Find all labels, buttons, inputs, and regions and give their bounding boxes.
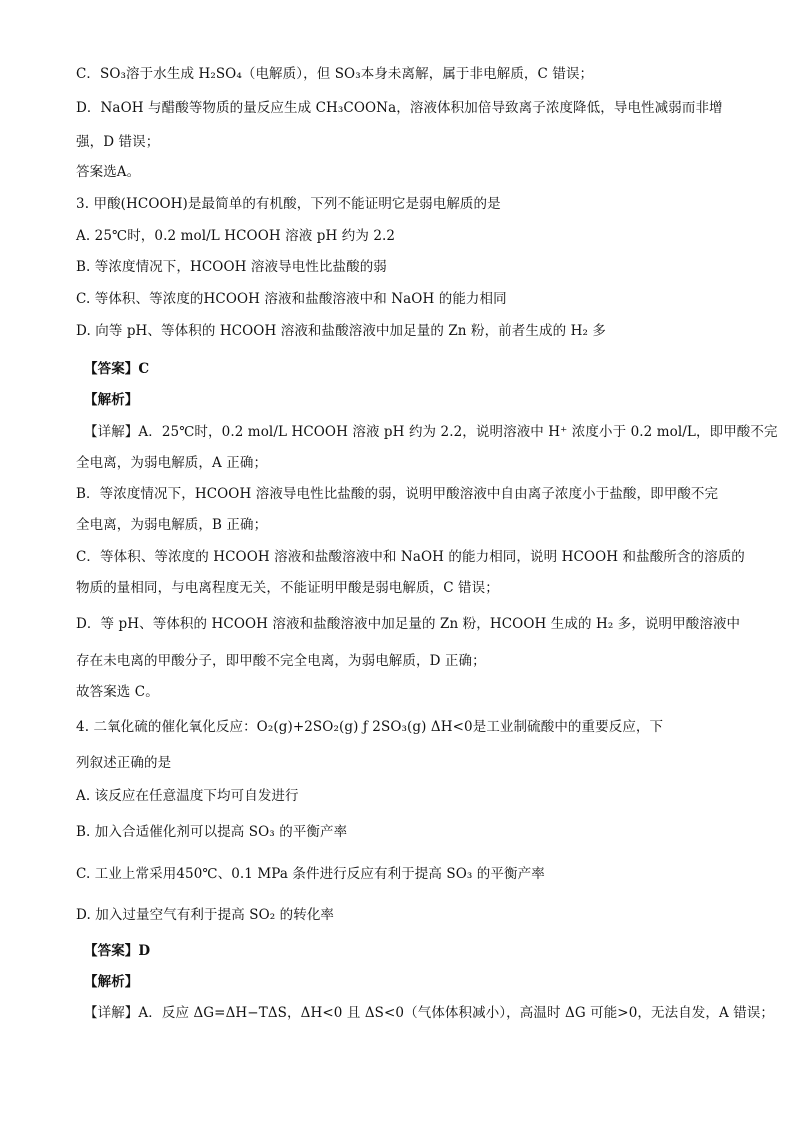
question-stem: 3. 甲酸(HCOOH)是最简单的有机酸，下列不能证明它是弱电解质的是 [76, 196, 501, 212]
question-stem: 4. 二氧化硫的催化氧化反应：O₂(g)+2SO₂(g) ƒ 2SO₃(g) ΔH<0是工业制硫酸中的重要反应，下 [76, 719, 664, 735]
option-a: A. 25℃时，0.2 mol/L HCOOH 溶液 pH 约为 2.2 [76, 228, 396, 244]
text-line: 答案选A。 [76, 164, 141, 180]
explanation-line: D．等 pH、等体积的 HCOOH 溶液和盐酸溶液中加足量的 Zn 粉，HCOOH 生成的 H₂ 多，说明甲酸溶液中 [76, 616, 741, 632]
option-b: B. 加入合适催化剂可以提高 SO₃ 的平衡产率 [76, 824, 348, 840]
option-d: D. 向等 pH、等体积的 HCOOH 溶液和盐酸溶液中加足量的 Zn 粉，前者生成的 H₂ 多 [76, 323, 606, 339]
text-line: 强，D 错误； [76, 134, 160, 150]
explanation-line: 【详解】A．反应 ΔG=ΔH−TΔS，ΔH<0 且 ΔS<0（气体体积减小），高温时 ΔG 可能>0，无法自发，A 错误； [84, 1005, 775, 1021]
explanation-line: 全电离，为弱电解质，A 正确； [76, 455, 268, 471]
explanation-line: 故答案选 C。 [76, 684, 159, 700]
text-line: D．NaOH 与醋酸等物质的量反应生成 CH₃COONa，溶液体积加倍导致离子浓度降低，导电性减弱而非增 [76, 100, 723, 116]
explanation-line: B．等浓度情况下，HCOOH 溶液导电性比盐酸的弱，说明甲酸溶液中自由离子浓度小于盐酸，即甲酸不完 [76, 486, 719, 502]
answer-label: 【答案】D [84, 943, 151, 959]
option-d: D. 加入过量空气有利于提高 SO₂ 的转化率 [76, 907, 335, 923]
analysis-label: 【解析】 [84, 392, 139, 408]
explanation-line: 全电离，为弱电解质，B 正确； [76, 517, 268, 533]
explanation-line: C．等体积、等浓度的 HCOOH 溶液和盐酸溶液中和 NaOH 的能力相同，说明 HCOOH 和盐酸所含的溶质的 [76, 549, 745, 565]
explanation-line: 存在未电离的甲酸分子，即甲酸不完全电离，为弱电解质，D 正确； [76, 653, 486, 669]
text-line: C．SO₃溶于水生成 H₂SO₄（电解质），但 SO₃本身未离解，属于非电解质，C 错误； [76, 66, 594, 82]
option-b: B. 等浓度情况下，HCOOH 溶液导电性比盐酸的弱 [76, 259, 387, 275]
option-c: C. 工业上常采用450℃、0.1 MPa 条件进行反应有利于提高 SO₃ 的平衡产率 [76, 866, 545, 882]
analysis-label: 【解析】 [84, 974, 139, 990]
option-a: A. 该反应在任意温度下均可自发进行 [76, 788, 299, 804]
answer-label: 【答案】C [84, 361, 150, 377]
explanation-line: 【详解】A．25℃时，0.2 mol/L HCOOH 溶液 pH 约为 2.2，说明溶液中 H⁺ 浓度小于 0.2 mol/L，即甲酸不完 [84, 424, 778, 440]
question-stem: 列叙述正确的是 [76, 755, 172, 771]
explanation-line: 物质的量相同，与电离程度无关，不能证明甲酸是弱电解质，C 错误； [76, 580, 499, 596]
option-c: C. 等体积、等浓度的HCOOH 溶液和盐酸溶液中和 NaOH 的能力相同 [76, 291, 507, 307]
